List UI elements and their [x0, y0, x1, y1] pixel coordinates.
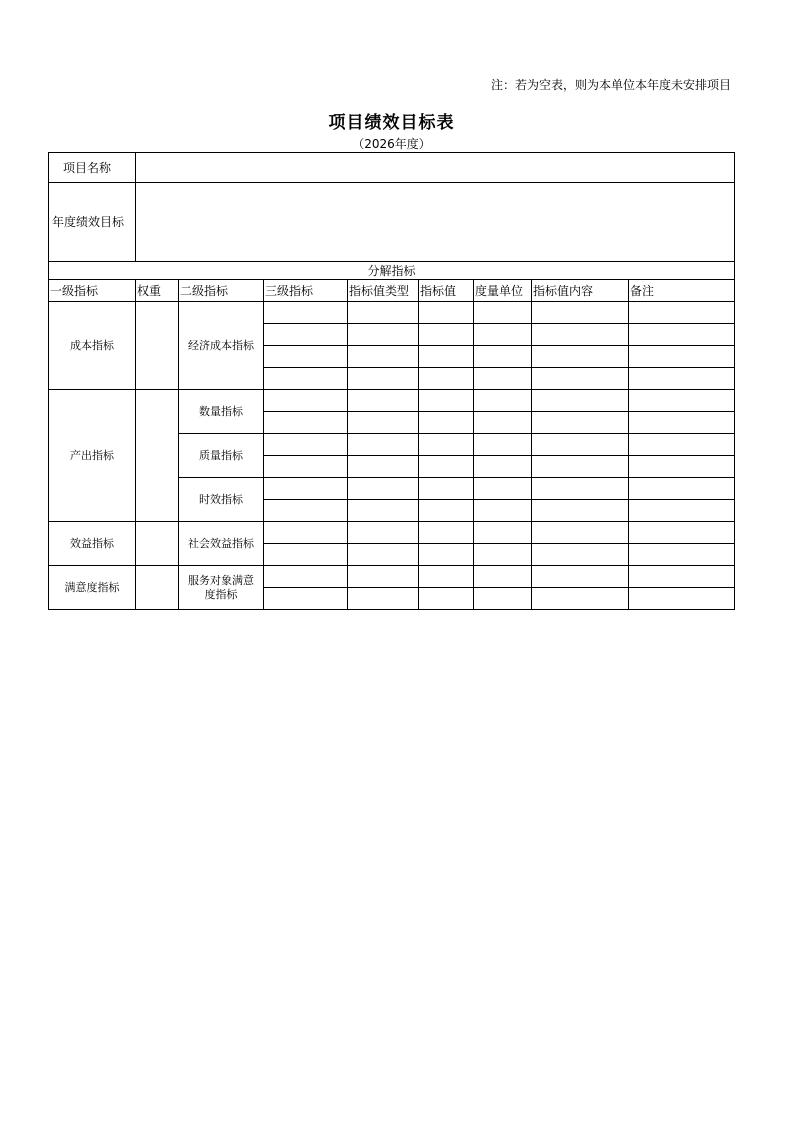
table-cell[interactable] — [348, 434, 419, 456]
table-cell[interactable] — [474, 500, 532, 522]
table-cell[interactable] — [348, 302, 419, 324]
table-cell[interactable] — [419, 478, 474, 500]
weight-cell[interactable] — [136, 566, 179, 610]
table-cell[interactable] — [629, 566, 735, 588]
table-cell[interactable] — [474, 390, 532, 412]
table-cell[interactable] — [348, 324, 419, 346]
table-cell[interactable] — [264, 412, 348, 434]
table-cell[interactable] — [419, 412, 474, 434]
table-cell[interactable] — [629, 368, 735, 390]
table-cell[interactable] — [348, 412, 419, 434]
table-cell[interactable] — [264, 368, 348, 390]
level1-output: 产出指标 — [49, 390, 136, 522]
table-cell[interactable] — [264, 390, 348, 412]
page-title: 项目绩效目标表 — [328, 113, 455, 133]
level1-benefit: 效益指标 — [49, 522, 136, 566]
col-header-remarks: 备注 — [629, 280, 735, 302]
level2-social-benefit: 社会效益指标 — [179, 522, 264, 566]
table-cell[interactable] — [532, 500, 629, 522]
table-cell[interactable] — [419, 324, 474, 346]
col-header-level3: 三级指标 — [264, 280, 348, 302]
table-cell[interactable] — [264, 544, 348, 566]
weight-cell[interactable] — [136, 522, 179, 566]
table-cell[interactable] — [629, 324, 735, 346]
table-cell[interactable] — [419, 434, 474, 456]
table-cell[interactable] — [474, 566, 532, 588]
level2-service-satisfaction: 服务对象满意度指标 — [179, 566, 264, 610]
table-cell[interactable] — [532, 478, 629, 500]
col-header-unit: 度量单位 — [474, 280, 532, 302]
table-cell[interactable] — [474, 412, 532, 434]
level2-quality: 质量指标 — [179, 434, 264, 478]
table-cell[interactable] — [348, 346, 419, 368]
table-cell[interactable] — [348, 390, 419, 412]
table-cell[interactable] — [629, 302, 735, 324]
table-cell[interactable] — [348, 500, 419, 522]
annual-goal-value[interactable] — [136, 183, 735, 262]
table-cell[interactable] — [629, 478, 735, 500]
project-name-label: 项目名称 — [49, 153, 136, 183]
table-cell[interactable] — [264, 346, 348, 368]
table-cell[interactable] — [348, 588, 419, 610]
col-header-weight: 权重 — [136, 280, 179, 302]
table-cell[interactable] — [532, 588, 629, 610]
table-cell[interactable] — [264, 566, 348, 588]
table-cell[interactable] — [629, 412, 735, 434]
table-cell[interactable] — [629, 544, 735, 566]
level1-cost: 成本指标 — [49, 302, 136, 390]
table-cell[interactable] — [532, 302, 629, 324]
col-header-level2: 二级指标 — [179, 280, 264, 302]
table-cell[interactable] — [629, 500, 735, 522]
table-cell[interactable] — [629, 390, 735, 412]
table-cell[interactable] — [419, 346, 474, 368]
level2-quantity: 数量指标 — [179, 390, 264, 434]
table-cell[interactable] — [348, 566, 419, 588]
table-cell[interactable] — [474, 544, 532, 566]
table-cell[interactable] — [474, 456, 532, 478]
col-header-value: 指标值 — [419, 280, 474, 302]
table-cell[interactable] — [264, 434, 348, 456]
breakdown-section-title: 分解指标 — [49, 262, 735, 280]
table-cell[interactable] — [532, 544, 629, 566]
table-cell[interactable] — [629, 588, 735, 610]
table-cell[interactable] — [264, 302, 348, 324]
col-header-value-type: 指标值类型 — [348, 280, 419, 302]
annual-goal-label: 年度绩效目标 — [49, 183, 136, 262]
year-subtitle: （2026年度） — [352, 137, 431, 151]
table-cell[interactable] — [474, 588, 532, 610]
table-cell[interactable] — [474, 434, 532, 456]
table-cell[interactable] — [348, 544, 419, 566]
table-cell[interactable] — [532, 412, 629, 434]
table-cell[interactable] — [419, 566, 474, 588]
table-cell[interactable] — [474, 522, 532, 544]
table-cell[interactable] — [532, 522, 629, 544]
table-cell[interactable] — [348, 456, 419, 478]
level2-economic-cost: 经济成本指标 — [179, 302, 264, 390]
table-cell[interactable] — [264, 324, 348, 346]
table-cell[interactable] — [629, 522, 735, 544]
table-cell[interactable] — [532, 324, 629, 346]
table-cell[interactable] — [264, 588, 348, 610]
table-cell[interactable] — [532, 566, 629, 588]
table-cell[interactable] — [419, 522, 474, 544]
table-cell[interactable] — [532, 368, 629, 390]
table-cell[interactable] — [474, 324, 532, 346]
table-cell[interactable] — [264, 456, 348, 478]
table-cell[interactable] — [419, 588, 474, 610]
table-cell[interactable] — [264, 522, 348, 544]
table-cell[interactable] — [629, 346, 735, 368]
table-cell[interactable] — [348, 478, 419, 500]
table-cell[interactable] — [348, 522, 419, 544]
performance-goal-table — [48, 152, 735, 610]
weight-cell[interactable] — [136, 302, 179, 390]
table-cell[interactable] — [419, 500, 474, 522]
table-cell[interactable] — [532, 346, 629, 368]
table-cell[interactable] — [264, 500, 348, 522]
table-cell[interactable] — [532, 456, 629, 478]
table-cell[interactable] — [419, 302, 474, 324]
table-cell[interactable] — [474, 368, 532, 390]
table-cell[interactable] — [629, 456, 735, 478]
table-cell[interactable] — [532, 390, 629, 412]
table-cell[interactable] — [419, 390, 474, 412]
table-cell[interactable] — [419, 456, 474, 478]
table-cell[interactable] — [474, 478, 532, 500]
table-cell[interactable] — [629, 434, 735, 456]
col-header-level1: 一级指标 — [49, 280, 136, 302]
table-cell[interactable] — [419, 544, 474, 566]
level2-timeliness: 时效指标 — [179, 478, 264, 522]
level1-satisfaction: 满意度指标 — [49, 566, 136, 610]
table-cell[interactable] — [474, 346, 532, 368]
table-cell[interactable] — [532, 434, 629, 456]
table-cell[interactable] — [348, 368, 419, 390]
col-header-value-content: 指标值内容 — [532, 280, 629, 302]
table-cell[interactable] — [264, 478, 348, 500]
weight-cell[interactable] — [136, 390, 179, 522]
empty-table-note: 注：若为空表，则为本单位本年度未安排项目 — [490, 78, 731, 92]
table-cell[interactable] — [474, 302, 532, 324]
table-cell[interactable] — [419, 368, 474, 390]
project-name-value[interactable] — [136, 153, 735, 183]
